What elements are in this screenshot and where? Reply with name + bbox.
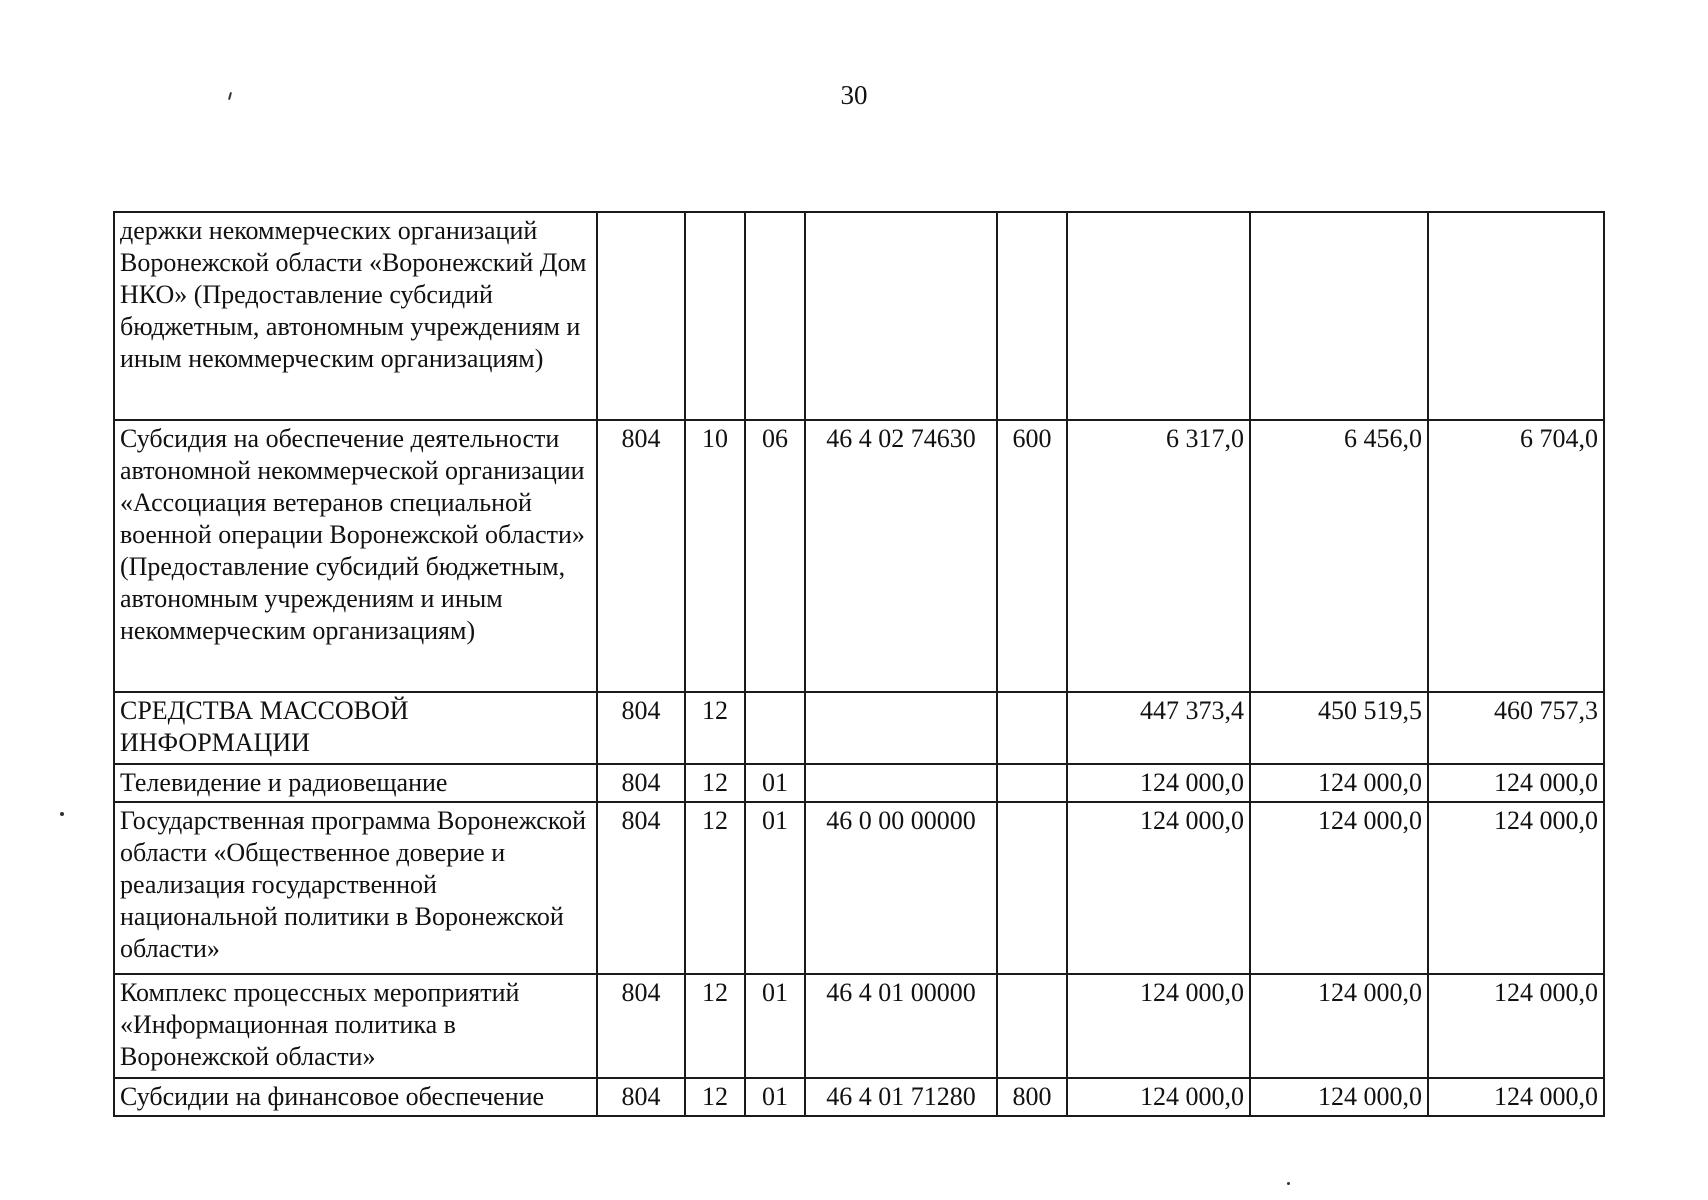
year1-amount-cell: 124 000,0	[1067, 764, 1250, 802]
expense-type-cell	[997, 212, 1067, 420]
year1-amount-cell: 6 317,0	[1067, 420, 1250, 692]
row-name-cell: Телевидение и радиовещание	[114, 764, 597, 802]
target-article-cell: 46 4 01 00000	[805, 974, 997, 1078]
grbs-cell: 804	[597, 420, 685, 692]
section-cell: 12	[685, 802, 745, 974]
target-article-cell: 46 0 00 00000	[805, 802, 997, 974]
year3-amount-cell: 124 000,0	[1428, 974, 1604, 1078]
year3-amount-cell: 124 000,0	[1428, 764, 1604, 802]
subsection-cell: 01	[745, 764, 805, 802]
expense-type-cell	[997, 692, 1067, 764]
subsection-cell: 01	[745, 802, 805, 974]
target-article-cell: 46 4 01 71280	[805, 1078, 997, 1116]
year2-amount-cell	[1250, 212, 1428, 420]
subsection-cell: 01	[745, 974, 805, 1078]
grbs-cell	[597, 212, 685, 420]
year1-amount-cell: 124 000,0	[1067, 1078, 1250, 1116]
row-name-cell: держки некоммерческих организаций Воронежской области «Воронежский Дом НКО» (Предоставление субсидий бюджетным, автономным учреждениям и иным некоммерческим организациям)	[114, 212, 597, 420]
budget-allocation-table	[113, 211, 1605, 1117]
year3-amount-cell: 124 000,0	[1428, 1078, 1604, 1116]
scan-speck	[1287, 1182, 1290, 1185]
section-cell: 12	[685, 692, 745, 764]
table-row	[114, 212, 1604, 420]
row-name-cell: Субсидии на финансовое обеспечение	[114, 1078, 597, 1116]
year2-amount-cell: 6 456,0	[1250, 420, 1428, 692]
row-name-cell: Государственная программа Воронежской области «Общественное доверие и реализация государственной национальной политики в Воронежской области»	[114, 802, 597, 974]
grbs-cell: 804	[597, 802, 685, 974]
table-row	[114, 974, 1604, 1078]
target-article-cell	[805, 764, 997, 802]
row-name-cell: Субсидия на обеспечение деятельности автономной некоммерческой организации «Ассоциация ветеранов специальной военной операции Воронежской области» (Предоставление субсидий бюджетным, автономным учреждениям и иным некоммерческим организациям)	[114, 420, 597, 692]
year3-amount-cell: 6 704,0	[1428, 420, 1604, 692]
grbs-cell: 804	[597, 692, 685, 764]
section-cell: 12	[685, 764, 745, 802]
year1-amount-cell	[1067, 212, 1250, 420]
expense-type-cell	[997, 974, 1067, 1078]
year2-amount-cell: 124 000,0	[1250, 974, 1428, 1078]
subsection-cell	[745, 692, 805, 764]
scan-speck	[60, 812, 64, 816]
year3-amount-cell: 124 000,0	[1428, 802, 1604, 974]
section-cell: 12	[685, 974, 745, 1078]
grbs-cell: 804	[597, 974, 685, 1078]
table-row	[114, 1078, 1604, 1116]
subsection-cell: 06	[745, 420, 805, 692]
grbs-cell: 804	[597, 1078, 685, 1116]
year2-amount-cell: 450 519,5	[1250, 692, 1428, 764]
year3-amount-cell: 460 757,3	[1428, 692, 1604, 764]
year3-amount-cell	[1428, 212, 1604, 420]
year2-amount-cell: 124 000,0	[1250, 1078, 1428, 1116]
table-row	[114, 420, 1604, 692]
row-name-cell: СРЕДСТВА МАССОВОЙ ИНФОРМАЦИИ	[114, 692, 597, 764]
section-cell: 10	[685, 420, 745, 692]
table-row	[114, 764, 1604, 802]
subsection-cell: 01	[745, 1078, 805, 1116]
year1-amount-cell: 447 373,4	[1067, 692, 1250, 764]
page-number: 30	[840, 80, 868, 110]
target-article-cell	[805, 692, 997, 764]
expense-type-cell: 600	[997, 420, 1067, 692]
year2-amount-cell: 124 000,0	[1250, 764, 1428, 802]
table-row	[114, 692, 1604, 764]
table-row	[114, 802, 1604, 974]
expense-type-cell: 800	[997, 1078, 1067, 1116]
grbs-cell: 804	[597, 764, 685, 802]
expense-type-cell	[997, 764, 1067, 802]
year2-amount-cell: 124 000,0	[1250, 802, 1428, 974]
target-article-cell	[805, 212, 997, 420]
target-article-cell: 46 4 02 74630	[805, 420, 997, 692]
year1-amount-cell: 124 000,0	[1067, 802, 1250, 974]
section-cell	[685, 212, 745, 420]
subsection-cell	[745, 212, 805, 420]
year1-amount-cell: 124 000,0	[1067, 974, 1250, 1078]
section-cell: 12	[685, 1078, 745, 1116]
expense-type-cell	[997, 802, 1067, 974]
row-name-cell: Комплекс процессных мероприятий «Информационная политика в Воронежской области»	[114, 974, 597, 1078]
